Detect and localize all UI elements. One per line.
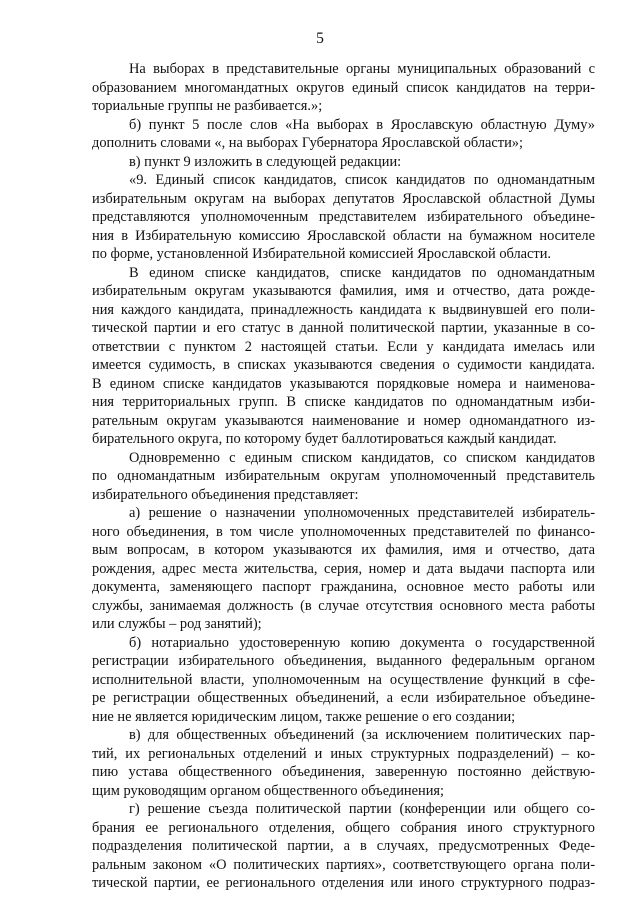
- text-line: тической партии и его статус в данной политической партии, указанные в со-: [92, 320, 595, 336]
- text-line: избирательным округам указываются фамилия, имя и отчество, дата рожде-: [92, 283, 595, 299]
- text-line: На выборах в представительные органы муниципальных образований с: [129, 61, 595, 77]
- text-line: имеется судимость, в списках указываются сведения о судимости кандидата.: [92, 357, 595, 373]
- text-line: ние не является юридическим лицом, также решение о его создании;: [92, 708, 516, 725]
- text-line: по одномандатным избирательным округам уполномоченный представитель: [92, 468, 595, 484]
- text-line: регистрации избирательного объединения, выданного федеральным органом: [92, 653, 595, 669]
- text-line: брания ее регионального отделения, общего собрания иного структурного: [92, 819, 595, 836]
- text-line: или службы – род занятий);: [92, 616, 262, 632]
- text-line: б) нотариально удостоверенную копию документа о государственной: [129, 634, 595, 651]
- text-line: тической партии, ее регионального отделения или иного структурного подраз-: [92, 875, 595, 891]
- text-line: службы, занимаемая должность (в случае отсутствия основного места работы: [92, 597, 595, 614]
- text-line: В едином списке кандидатов указываются порядковые номера и наименова-: [92, 375, 595, 392]
- text-line: в) для общественных объединений (за исключением политических пар-: [129, 727, 595, 743]
- page-number: 5: [316, 30, 324, 47]
- text-line: г) решение съезда политической партии (конференции или общего со-: [129, 801, 595, 817]
- text-line: Одновременно с единым списком кандидатов, со списком кандидатов: [129, 449, 595, 466]
- text-line: щим руководящим органом общественного объединения;: [92, 782, 445, 799]
- text-line: а) решение о назначении уполномоченных представителей избиратель-: [129, 505, 595, 521]
- text-line: документа, заменяющего паспорт гражданина, основное место работы или: [92, 579, 595, 595]
- text-line: ния в Избирательную комиссию Ярославской области на бумажном носителе: [92, 227, 595, 244]
- text-line: ответствии с пунктом 2 настоящей статьи. Если у кандидата имелась или: [92, 338, 595, 355]
- text-line: «9. Единый список кандидатов, список кандидатов по одномандатным: [129, 172, 595, 188]
- text-line: б) пункт 5 после слов «На выборах в Ярославскую областную Думу»: [129, 116, 595, 133]
- text-line: представляются уполномоченным представителем избирательного объедине-: [92, 209, 595, 225]
- text-line: вым вопросам, в котором указываются их фамилия, имя и отчество, дата: [92, 542, 595, 558]
- text-line: избирательным округам на выборах депутатов Ярославской областной Думы: [92, 190, 595, 207]
- text-line: ториальные группы не разбивается.»;: [92, 98, 323, 114]
- text-line: рождения, адрес места жительства, серия, номер и дата выдачи паспорта или: [92, 560, 595, 577]
- text-line: бирательного округа, по которому будет баллотироваться каждый кандидат.: [92, 431, 557, 447]
- text-line: ния территориальных групп. В списке кандидатов по одномандатным изби-: [92, 394, 595, 410]
- text-line: пию устава общественного объединения, заверенную постоянно действую-: [92, 764, 595, 780]
- text-line: В едином списке кандидатов, списке кандидатов по одномандатным: [129, 264, 595, 281]
- text-line: тий, их региональных отделений и иных структурных подразделений) – ко-: [92, 745, 595, 762]
- text-line: исполнительной власти, уполномоченным на осуществление функций в сфе-: [92, 671, 595, 688]
- text-line: по форме, установленной Избирательной комиссией Ярославской области.: [92, 246, 552, 262]
- text-line: в) пункт 9 изложить в следующей редакции:: [129, 153, 402, 170]
- text-line: избирательного объединения представляет:: [92, 486, 359, 503]
- text-line: ния каждого кандидата, принадлежность кандидата к выдвинувшей его поли-: [92, 301, 595, 318]
- text-line: рательным округам указываются наименование и номер одномандатного из-: [92, 412, 595, 429]
- text-line: ральным законом «О политических партиях», соответствующего органа поли-: [92, 856, 595, 873]
- text-line: дополнить словами «, на выборах Губернатора Ярославской области»;: [92, 135, 523, 151]
- text-line: подразделения политической партии, а в случаях, предусмотренных Феде-: [92, 838, 595, 854]
- document-body: [92, 60, 595, 893]
- text-line: ре регистрации общественных объединений, а если избирательное объедине-: [92, 690, 595, 706]
- text-line: ного объединения, в том числе уполномоченных представителей по финансо-: [92, 523, 595, 540]
- text-line: образованием многомандатных округов единый список кандидатов на терри-: [92, 79, 595, 96]
